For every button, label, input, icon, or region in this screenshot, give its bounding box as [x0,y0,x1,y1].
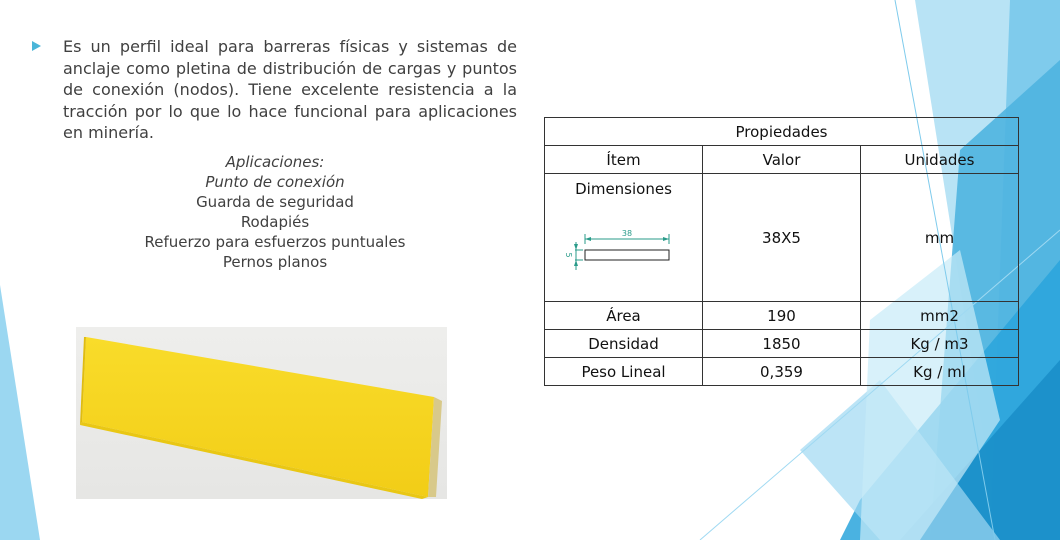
drawing-height-label: 5 [564,252,573,258]
table-title: Propiedades [545,118,1019,146]
table-row [545,302,1019,330]
application-item: Refuerzo para esfuerzos puntuales [144,233,406,251]
dimensions-cell [545,174,703,302]
dimensions-value: 38X5 [703,174,861,302]
dimensions-unit: mm [861,174,1019,302]
application-item: Pernos planos [222,253,328,271]
row-unit: mm2 [861,302,1019,330]
dimensions-label: Dimensiones [575,180,672,198]
row-item: Densidad [545,330,703,358]
row-item: Área [545,302,703,330]
header-units: Unidades [861,146,1019,174]
applications-title: Aplicaciones: [225,153,325,171]
table-row [545,330,1019,358]
row-value: 190 [703,302,861,330]
applications-list [105,152,445,272]
row-unit: Kg / m3 [861,330,1019,358]
application-item: Rodapiés [240,213,310,231]
properties-table [544,117,1019,386]
drawing-width-label: 38 [621,229,633,238]
row-value: 0,359 [703,358,861,386]
profile-drawing [565,230,675,280]
description-paragraph: Es un perfil ideal para barreras físicas y sistemas de anclaje como pletina de distribución de cargas y puntos de conexión (nodos). Tiene excelente resistencia a la tracción por lo que lo hace funcional para aplicaciones en minería. [63,37,517,142]
application-item: Guarda de seguridad [196,193,354,211]
bullet-arrow-icon [32,41,41,51]
product-photo [76,327,447,499]
header-value: Valor [703,146,861,174]
row-item: Peso Lineal [545,358,703,386]
table-row [545,358,1019,386]
description-block [32,36,517,144]
row-value: 1850 [703,330,861,358]
application-item: Punto de conexión [205,173,345,191]
table-row [545,174,1019,302]
header-item: Ítem [545,146,703,174]
row-unit: Kg / ml [861,358,1019,386]
